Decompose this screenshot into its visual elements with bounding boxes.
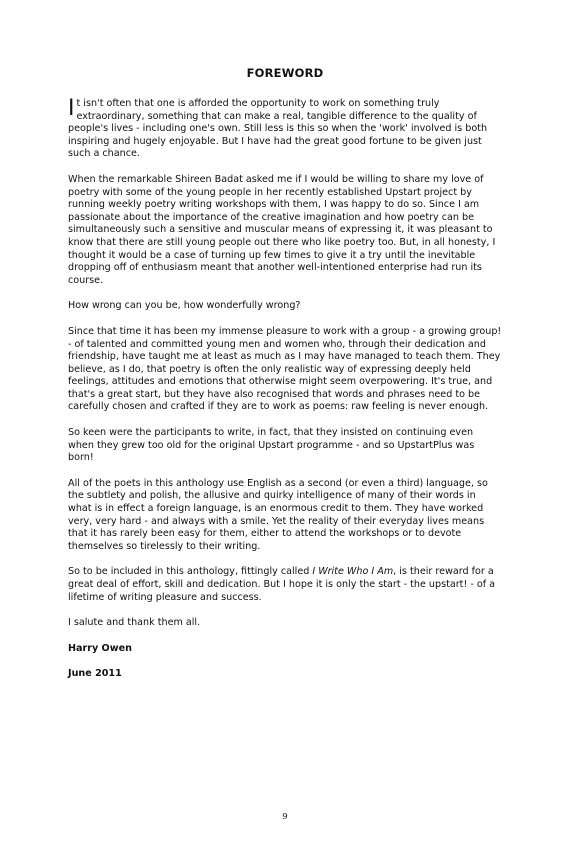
page-title: FOREWORD [246,66,324,80]
paragraph-7 [68,566,502,604]
paragraph-3: How wrong can you be, how wonderfully wrong? [68,300,301,312]
paragraph-1 [68,98,502,161]
signature-date: June 2011 [68,668,122,680]
author-name: Harry Owen [68,642,132,654]
paragraph-7-before: So to be included in this anthology, fittingly called [68,566,313,578]
anthology-title: I Write Who I Am [312,566,394,578]
paragraph-8: I salute and thank them all. [68,617,201,629]
signature-block [68,643,502,681]
drop-cap: I [68,96,75,121]
paragraph-2: When the remarkable Shireen Badat asked me if I would be willing to share my love of poetry with some of the young people in her recently established Upstart project by running weekly poetry writing workshops with them, I was happy to do so. Since I am passionate about the importance of the creative imagination and how poetry can be simultaneously such a sensitive and muscular means of expressing it, it was pleasant to know that there are still young people out there who like poetry too. But, in all honesty, I thought it would be a case of turning up few times to give it a try until the inevitable dropping off of enthusiasm meant that another well-intentioned enterprise had run its course. [68,173,496,286]
paragraph-4: Since that time it has been my immense pleasure to work with a group - a growing group! - of talented and committed young men and women who, through their dedication and friendship, have taught me at least as much as I may have managed to teach them. They believe, as I do, that poetry is often the only realistic way of expressing deeply held feelings, attitudes and emotions that otherwise might seem overpowering. It's true, and that's a great start, but they have also recognised that words and phrases need to be carefully chosen and crafted if they are to work as poems: raw feeling is never enough. [68,325,502,413]
paragraph-5: So keen were the participants to write, in fact, that they insisted on continuing even when they grew too old for the original Upstart programme - and so UpstartPlus was born! [68,427,475,464]
paragraph-6: All of the poets in this anthology use English as a second (or even a third) language, so the subtlety and polish, the allusive and quirky intelligence of many of their words in what is in effect a foreign language, is an enormous credit to them. They have worked very, very hard - and always with a smile. Yet the reality of their everyday lives means that it has rarely been easy for them, either to attend the workshops or to devote themselves so tirelessly to their writing. [68,477,488,552]
paragraph-1-text: t isn't often that one is afforded the opportunity to work on something truly extraordinary, something that can make a real, tangible difference to the quality of people's lives - including one's own. Still less is this so when the 'work' involved is both inspiring and hugely enjoyable. But I have had the great good fortune to be given just such a chance. [68,98,488,160]
page-number: 9 [282,812,288,822]
paragraph-7-after: , is their reward for a great deal of effort, skill and dedication. But I hope it is only the start - the upstart! - of a lifetime of writing pleasure and success. [68,566,496,603]
foreword-body [68,98,502,694]
